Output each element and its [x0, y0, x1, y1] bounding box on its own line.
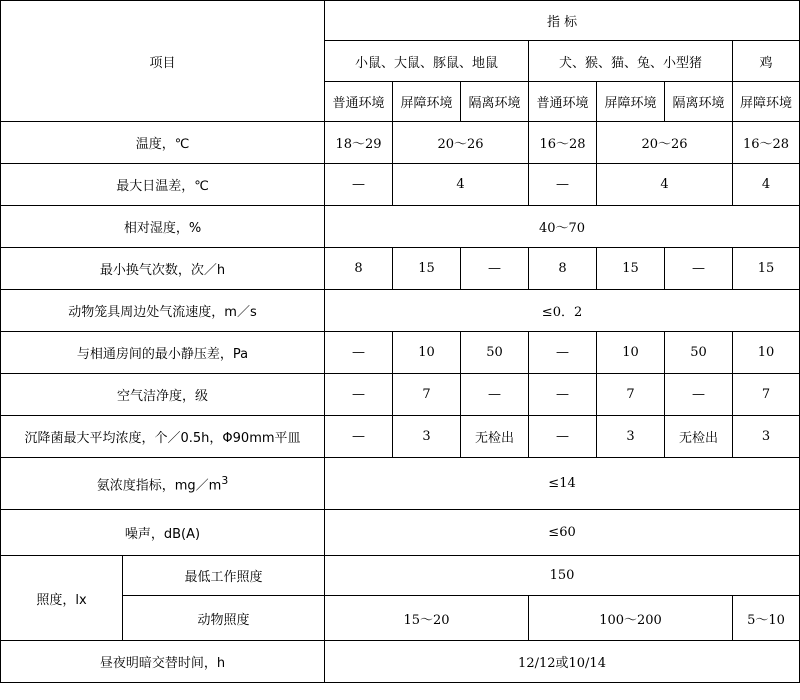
cell-value: 15: [393, 248, 461, 290]
cell-value: 4: [393, 164, 529, 206]
cell-value: 40～70: [325, 206, 800, 248]
row-label-airflow: 动物笼具周边处气流速度，m／s: [1, 290, 325, 332]
table-row: [1, 122, 800, 164]
cell-value: 16～28: [733, 122, 800, 164]
cell-value: 50: [665, 332, 733, 374]
cell-value: —: [665, 248, 733, 290]
cell-value: 12/12或10/14: [325, 641, 800, 683]
cell-value: 3: [597, 416, 665, 458]
table-row: [1, 510, 800, 556]
row-label-humidity: 相对湿度，%: [1, 206, 325, 248]
row-sublabel-work-illuminance: 最低工作照度: [123, 556, 325, 596]
row-label-max-daily-temp-diff: 最大日温差，℃: [1, 164, 325, 206]
cell-value: 10: [597, 332, 665, 374]
table-row: [1, 641, 800, 683]
cell-value: 8: [325, 248, 393, 290]
header-env: 普通环境: [325, 82, 393, 122]
table-row: [1, 374, 800, 416]
cell-value: 100～200: [529, 596, 733, 641]
row-label-ammonia: [1, 458, 325, 510]
row-sublabel-animal-illuminance: 动物照度: [123, 596, 325, 641]
cell-value: —: [529, 416, 597, 458]
header-env: 屏障环境: [733, 82, 800, 122]
header-env: 屏障环境: [597, 82, 665, 122]
cell-value: 10: [733, 332, 800, 374]
cell-value: 5～10: [733, 596, 800, 641]
header-item: 项目: [1, 1, 325, 122]
table-row: [1, 332, 800, 374]
cell-value: 3: [733, 416, 800, 458]
header-env: 隔离环境: [665, 82, 733, 122]
table-row: [1, 164, 800, 206]
table-row: [1, 458, 800, 510]
cell-value: —: [325, 332, 393, 374]
cell-value: —: [461, 248, 529, 290]
row-label-light-cycle: 昼夜明暗交替时间，h: [1, 641, 325, 683]
cell-value: 4: [597, 164, 733, 206]
cell-value: ≤14: [325, 458, 800, 510]
row-label-noise: 噪声，dB(A): [1, 510, 325, 556]
cell-value: 15: [597, 248, 665, 290]
header-group-rodents: 小鼠、大鼠、豚鼠、地鼠: [325, 41, 529, 82]
cell-value: 3: [393, 416, 461, 458]
table-row: [1, 290, 800, 332]
cell-value: 7: [733, 374, 800, 416]
cell-value: 7: [393, 374, 461, 416]
cell-value: 18～29: [325, 122, 393, 164]
row-label-pressure: 与相通房间的最小静压差，Pa: [1, 332, 325, 374]
header-env: 隔离环境: [461, 82, 529, 122]
cell-value: 4: [733, 164, 800, 206]
cell-value: 20～26: [393, 122, 529, 164]
row-label-cleanliness: 空气洁净度，级: [1, 374, 325, 416]
cell-value: 无检出: [461, 416, 529, 458]
cell-value: —: [461, 374, 529, 416]
cell-value: 8: [529, 248, 597, 290]
row-label-illuminance: 照度，lx: [1, 556, 123, 641]
cell-value: 16～28: [529, 122, 597, 164]
header-group-mammals: 犬、猴、猫、兔、小型猪: [529, 41, 733, 82]
table-row: [1, 206, 800, 248]
cell-value: —: [325, 164, 393, 206]
cell-value: —: [529, 374, 597, 416]
cell-value: 150: [325, 556, 800, 596]
cell-value: —: [325, 374, 393, 416]
header-indicator: 指 标: [325, 1, 800, 41]
ammonia-label-text: 氨浓度指标，mg／m: [96, 478, 222, 494]
cell-value: —: [529, 332, 597, 374]
cell-value: —: [665, 374, 733, 416]
cell-value: 50: [461, 332, 529, 374]
cell-value: 15～20: [325, 596, 529, 641]
cell-value: ≤0．2: [325, 290, 800, 332]
header-env: 普通环境: [529, 82, 597, 122]
header-row-1: [1, 1, 800, 41]
cell-value: —: [325, 416, 393, 458]
cell-value: 15: [733, 248, 800, 290]
header-env: 屏障环境: [393, 82, 461, 122]
table-row: [1, 556, 800, 596]
cell-value: 7: [597, 374, 665, 416]
cell-value: 无检出: [665, 416, 733, 458]
row-label-temperature: 温度，℃: [1, 122, 325, 164]
row-label-air-changes: 最小换气次数，次／h: [1, 248, 325, 290]
table-row: [1, 416, 800, 458]
cell-value: —: [529, 164, 597, 206]
cell-value: ≤60: [325, 510, 800, 556]
table-row: [1, 248, 800, 290]
cell-value: 10: [393, 332, 461, 374]
cell-value: 20～26: [597, 122, 733, 164]
header-group-chicken: 鸡: [733, 41, 800, 82]
ammonia-label-superscript: 3: [221, 473, 229, 487]
row-label-bacteria: 沉降菌最大平均浓度，个／0.5h，Φ90mm平皿: [1, 416, 325, 458]
